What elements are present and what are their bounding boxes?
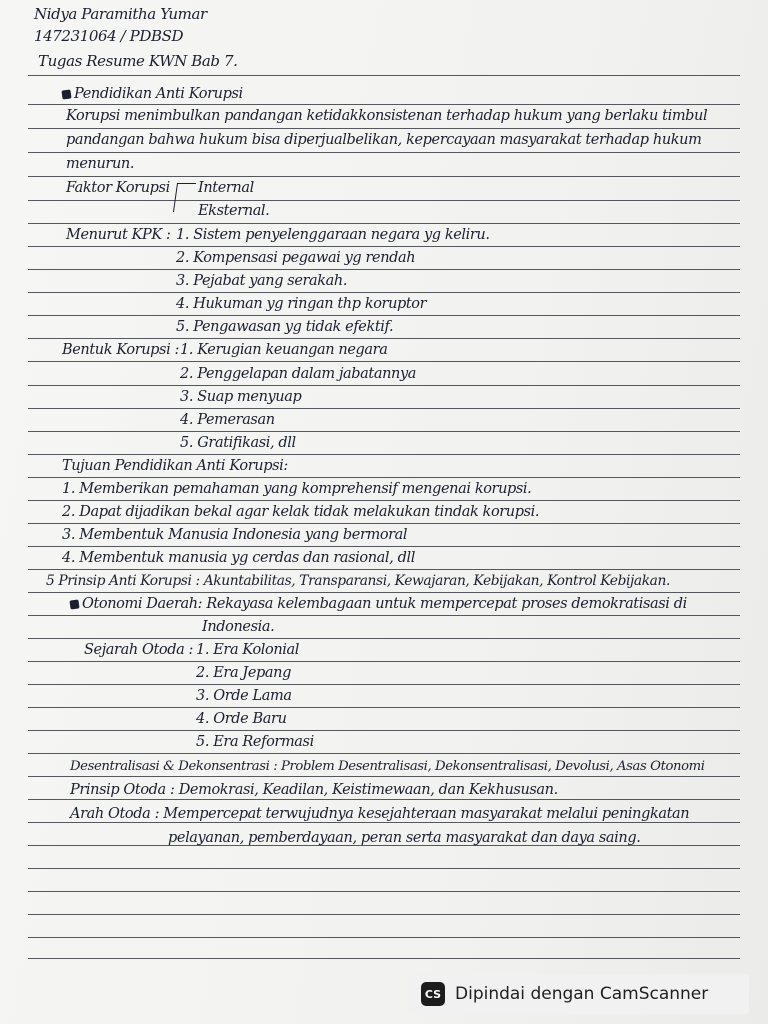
sejarah-item: 1. Era Kolonial — [196, 642, 300, 658]
section-title-anti-korupsi — [62, 86, 243, 102]
camscanner-text: Dipindai dengan CamScanner — [455, 984, 709, 1004]
sejarah-label: Sejarah Otoda : — [84, 642, 194, 658]
sejarah-item: 3. Orde Lama — [196, 688, 292, 704]
student-id: 147231064 / PDBSD — [34, 27, 184, 45]
bentuk-item: 1. Kerugian keuangan negara — [180, 342, 388, 358]
bullet-icon — [61, 89, 71, 99]
otoda-title — [70, 596, 687, 612]
sejarah-item: 5. Era Reformasi — [196, 734, 314, 750]
kpk-item: 2. Kompensasi pegawai yg rendah — [176, 250, 416, 266]
tujuan-item: 3. Membentuk Manusia Indonesia yang bermoral — [62, 527, 408, 543]
kpk-item: 5. Pengawasan yg tidak efektif. — [176, 319, 394, 335]
assignment-title: Tugas Resume KWN Bab 7. — [38, 52, 238, 70]
camscanner-logo-icon: CS — [421, 982, 445, 1006]
bentuk-label: Bentuk Korupsi : — [62, 342, 180, 358]
paragraph-line-1: Korupsi menimbulkan pandangan ketidakkonsistenan terhadap hukum yang berlaku timbul — [66, 108, 708, 124]
tujuan-item: 4. Membentuk manusia yg cerdas dan rasional, dll — [62, 550, 415, 566]
tujuan-label: Tujuan Pendidikan Anti Korupsi: — [62, 458, 288, 474]
section-title-text: Pendidikan Anti Korupsi — [74, 86, 243, 102]
tujuan-item: 1. Memberikan pemahaman yang komprehensif mengenai korupsi. — [62, 481, 532, 497]
arah-otoda-1: Arah Otoda : Mempercepat terwujudnya kesejahteraan masyarakat melalui peningkatan — [70, 806, 690, 822]
faktor-label: Faktor Korupsi — [66, 180, 170, 196]
kpk-item: 1. Sistem penyelenggaraan negara yg keliru. — [176, 227, 490, 243]
faktor-internal: Internal — [198, 180, 254, 196]
bullet-icon — [69, 599, 79, 609]
paragraph-line-2: pandangan bahwa hukum bisa diperjualbelikan, kepercayaan masyarakat terhadap hukum — [66, 132, 702, 148]
brace-mark — [173, 183, 196, 212]
prinsip-anti-korupsi: 5 Prinsip Anti Korupsi : Akuntabilitas, Transparansi, Kewajaran, Kebijakan, Kontrol Kebijakan. — [46, 573, 670, 589]
desentralisasi-line: Desentralisasi & Dekonsentrasi : Problem Desentralisasi, Dekonsentralisasi, Devolusi, Asas Otonomi — [70, 759, 705, 774]
prinsip-otoda: Prinsip Otoda : Demokrasi, Keadilan, Keistimewaan, dan Kekhususan. — [70, 782, 558, 798]
tujuan-item: 2. Dapat dijadikan bekal agar kelak tidak melakukan tindak korupsi. — [62, 504, 540, 520]
kpk-item: 4. Hukuman yg ringan thp koruptor — [176, 296, 427, 312]
bentuk-item: 5. Gratifikasi, dll — [180, 435, 296, 451]
bentuk-item: 3. Suap menyuap — [180, 389, 302, 405]
paragraph-line-3: menurun. — [66, 156, 135, 172]
bentuk-item: 4. Pemerasan — [180, 412, 275, 428]
otoda-title-text: Otonomi Daerah: Rekayasa kelembagaan untuk mempercepat proses demokratisasi di — [82, 596, 687, 612]
student-name: Nidya Paramitha Yumar — [34, 5, 207, 23]
otoda-title-cont: Indonesia. — [202, 619, 275, 635]
faktor-eksternal: Eksternal. — [198, 203, 270, 219]
kpk-label: Menurut KPK : — [66, 227, 171, 243]
camscanner-watermark — [409, 974, 749, 1014]
sejarah-item: 2. Era Jepang — [196, 665, 291, 681]
kpk-item: 3. Pejabat yang serakah. — [176, 273, 348, 289]
bentuk-item: 2. Penggelapan dalam jabatannya — [180, 366, 416, 382]
sejarah-item: 4. Orde Baru — [196, 711, 287, 727]
arah-otoda-2: pelayanan, pemberdayaan, peran serta masyarakat dan daya saing. — [168, 830, 641, 846]
